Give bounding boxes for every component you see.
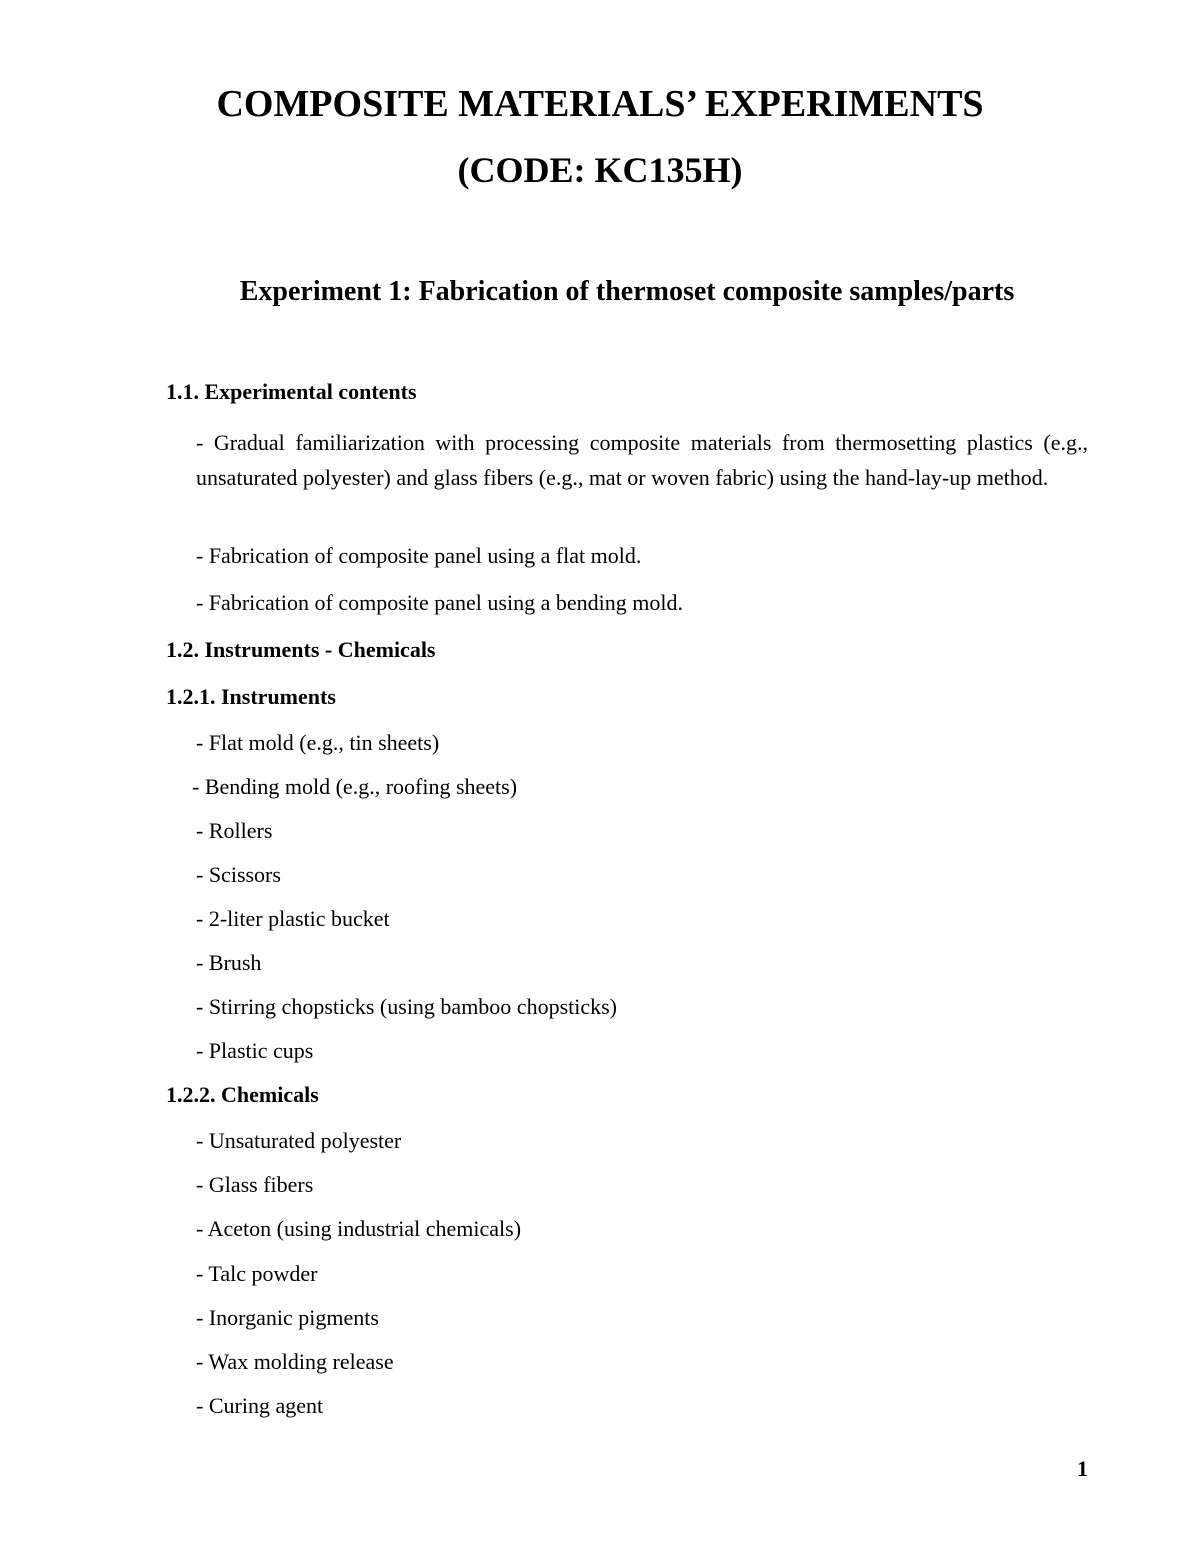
- list-item: - Glass fibers: [196, 1172, 314, 1197]
- list-item: - Fabrication of composite panel using a bending mold.: [196, 590, 683, 615]
- list-item: - Fabrication of composite panel using a flat mold.: [196, 543, 642, 568]
- list-item: - Aceton (using industrial chemicals): [196, 1216, 522, 1241]
- list-item: - Stirring chopsticks (using bamboo chopsticks): [196, 994, 618, 1019]
- list-item: - Flat mold (e.g., tin sheets): [196, 730, 440, 755]
- list-item: - Bending mold (e.g., roofing sheets): [192, 774, 518, 799]
- list-item: - 2-liter plastic bucket: [196, 906, 390, 931]
- list-item: - Plastic cups: [196, 1038, 314, 1063]
- list-item: - Curing agent: [196, 1393, 324, 1418]
- course-code: (CODE: KC135H): [457, 150, 743, 190]
- section-heading-chemicals: 1.2.2. Chemicals: [166, 1082, 319, 1107]
- document-title: COMPOSITE MATERIALS’ EXPERIMENTS: [216, 83, 984, 125]
- section-heading-instruments: 1.2.1. Instruments: [166, 684, 336, 709]
- page-number: 1: [1077, 1456, 1088, 1481]
- experiment-title: Experiment 1: Fabrication of thermoset composite samples/parts: [239, 276, 1015, 307]
- list-item: - Inorganic pigments: [196, 1305, 379, 1330]
- list-item: - Rollers: [196, 818, 273, 843]
- list-item: - Wax molding release: [196, 1349, 394, 1374]
- list-item: - Scissors: [196, 862, 281, 887]
- list-item: - Brush: [196, 950, 262, 975]
- list-item: - Talc powder: [196, 1261, 318, 1286]
- section-heading-instruments-chemicals: 1.2. Instruments - Chemicals: [166, 637, 436, 662]
- list-item: - Unsaturated polyester: [196, 1128, 402, 1153]
- list-item: - Gradual familiarization with processing composite materials from thermosetting plastics (e.g., unsaturated polyester) and glass fibers (e.g., mat or woven fabric) using the hand-lay-up method.: [196, 430, 1088, 490]
- section-heading-experimental-contents: 1.1. Experimental contents: [166, 379, 417, 404]
